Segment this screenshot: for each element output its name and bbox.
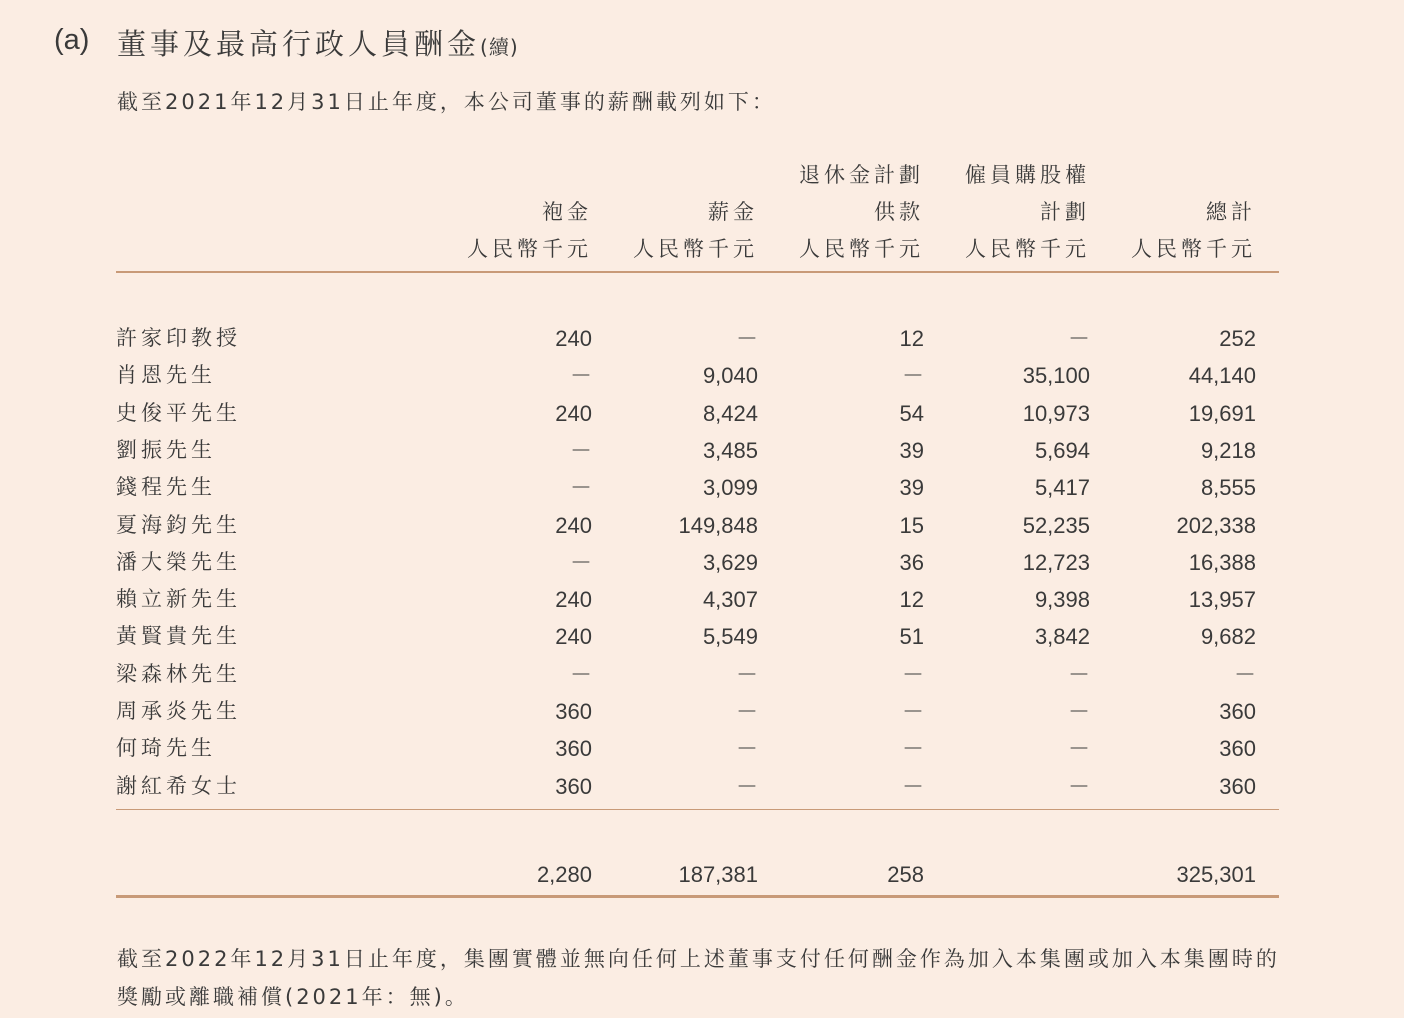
total-fees: 2,280 xyxy=(536,862,592,887)
cell-pension: 12 xyxy=(899,326,924,351)
table-row xyxy=(116,395,1279,432)
header-fees-line1 xyxy=(467,157,592,194)
director-name: 潘大榮先生 xyxy=(116,549,241,574)
cell-fees: 240 xyxy=(555,624,592,650)
section-title-suffix: (續) xyxy=(480,35,519,59)
header-fees xyxy=(467,157,592,268)
table-row xyxy=(116,581,1279,618)
header-pension-line3: 人民幣千元 xyxy=(799,237,924,261)
header-fees-line2: 袍金 xyxy=(542,200,592,224)
cell-options: － xyxy=(1067,699,1090,724)
cell-options: 12,723 xyxy=(1022,549,1090,575)
director-name: 黃賢貴先生 xyxy=(116,624,241,649)
cell-total: 252 xyxy=(1219,326,1256,351)
table-row xyxy=(116,357,1279,394)
cell-total: 360 xyxy=(1219,773,1256,799)
cell-total: 8,555 xyxy=(1200,475,1256,501)
header-options-line1: 僱員購股權 xyxy=(965,163,1090,187)
cell-options: － xyxy=(1067,326,1090,351)
cell-total: 44,140 xyxy=(1188,363,1256,389)
cell-options: － xyxy=(1067,736,1090,762)
cell-total: 360 xyxy=(1219,736,1256,762)
header-options-line2: 計劃 xyxy=(1040,200,1090,224)
table-row xyxy=(116,469,1279,506)
header-total-line3: 人民幣千元 xyxy=(1131,237,1256,261)
header-pension-line1: 退休金計劃 xyxy=(799,163,924,187)
director-name: 史俊平先生 xyxy=(116,400,241,425)
table-row xyxy=(116,320,1279,357)
cell-salary: 3,485 xyxy=(702,437,758,463)
table-row xyxy=(116,544,1279,581)
cell-fees: 240 xyxy=(555,400,592,426)
director-name: 劉振先生 xyxy=(116,437,216,462)
cell-pension: － xyxy=(901,363,924,389)
section-title-text: 董事及最高行政人員酬金 xyxy=(117,27,481,61)
header-total-line1 xyxy=(1131,157,1256,194)
totals-row xyxy=(116,856,1279,893)
cell-fees: 360 xyxy=(555,773,592,799)
cell-fees: 360 xyxy=(555,736,592,762)
cell-total: 9,218 xyxy=(1200,437,1256,463)
cell-fees: 360 xyxy=(555,699,592,724)
cell-pension: － xyxy=(901,736,924,762)
cell-salary: 9,040 xyxy=(702,363,758,389)
total-total: 325,301 xyxy=(1176,862,1256,887)
cell-pension: 51 xyxy=(899,624,924,650)
cell-pension: － xyxy=(901,699,924,724)
cell-pension: 54 xyxy=(899,400,924,426)
cell-fees: 240 xyxy=(555,512,592,538)
table-row xyxy=(116,693,1279,730)
cell-fees: － xyxy=(569,549,592,575)
section-title xyxy=(117,22,519,63)
cell-fees: 240 xyxy=(555,587,592,613)
cell-total: 13,957 xyxy=(1188,587,1256,613)
total-rule xyxy=(116,895,1279,898)
cell-options: － xyxy=(1067,661,1090,687)
director-name: 錢程先生 xyxy=(116,475,216,500)
cell-fees: － xyxy=(569,661,592,687)
cell-options: 35,100 xyxy=(1022,363,1090,389)
cell-fees: － xyxy=(569,363,592,389)
header-options-line3: 人民幣千元 xyxy=(965,237,1090,261)
director-name: 肖恩先生 xyxy=(116,363,216,388)
director-name: 周承炎先生 xyxy=(116,699,241,723)
director-name: 夏海鈞先生 xyxy=(116,512,241,537)
header-pension-line2: 供款 xyxy=(874,200,924,224)
cell-total: 360 xyxy=(1219,699,1256,724)
cell-total: 9,682 xyxy=(1200,624,1256,650)
cell-options: 5,694 xyxy=(1034,437,1090,463)
cell-pension: 36 xyxy=(899,549,924,575)
table-row xyxy=(116,730,1279,767)
director-name: 何琦先生 xyxy=(116,736,216,761)
director-name: 梁森林先生 xyxy=(116,661,241,686)
cell-salary: 4,307 xyxy=(702,587,758,613)
cell-total: 16,388 xyxy=(1188,549,1256,575)
cell-pension: 39 xyxy=(899,437,924,463)
total-salary: 187,381 xyxy=(678,862,758,887)
footnote: 截至2022年12月31日止年度，集團實體並無向任何上述董事支付任何酬金作為加入本集團或加入本集團時的獎勵或離職補償(2021年：無)。 xyxy=(117,947,1280,1009)
cell-total: 19,691 xyxy=(1188,400,1256,426)
intro-text: 截至2021年12月31日止年度，本公司董事的薪酬載列如下： xyxy=(117,90,776,114)
cell-options: 5,417 xyxy=(1034,475,1090,501)
table-row xyxy=(116,618,1279,655)
cell-total: 202,338 xyxy=(1176,512,1256,538)
cell-salary: 3,099 xyxy=(702,475,758,501)
cell-pension: 12 xyxy=(899,587,924,613)
cell-fees: － xyxy=(569,475,592,501)
table-row xyxy=(116,656,1279,693)
cell-salary: 5,549 xyxy=(702,624,758,650)
cell-salary: － xyxy=(735,773,758,799)
header-salary xyxy=(633,157,758,268)
director-name: 許家印教授 xyxy=(116,326,241,350)
cell-options: 9,398 xyxy=(1034,587,1090,613)
director-name: 謝紅希女士 xyxy=(116,773,241,798)
subtotal-rule xyxy=(116,809,1279,810)
cell-pension: － xyxy=(901,773,924,799)
cell-fees: 240 xyxy=(555,326,592,351)
cell-salary: － xyxy=(735,699,758,724)
table-row xyxy=(116,768,1279,805)
header-rule xyxy=(116,271,1279,273)
header-total-line2: 總計 xyxy=(1206,200,1256,224)
cell-salary: － xyxy=(735,736,758,762)
header-salary-line3: 人民幣千元 xyxy=(633,237,758,261)
cell-salary: － xyxy=(735,326,758,351)
cell-total: － xyxy=(1233,661,1256,687)
table-row xyxy=(116,507,1279,544)
director-name: 賴立新先生 xyxy=(116,587,241,612)
cell-options: 52,235 xyxy=(1022,512,1090,538)
section-label: (a) xyxy=(54,24,90,56)
table-row xyxy=(116,432,1279,469)
cell-salary: 8,424 xyxy=(702,400,758,426)
cell-fees: － xyxy=(569,437,592,463)
header-pension xyxy=(799,157,924,268)
header-share-options xyxy=(965,157,1090,268)
header-salary-line1 xyxy=(633,157,758,194)
header-total xyxy=(1131,157,1256,268)
header-fees-line3: 人民幣千元 xyxy=(467,237,592,261)
cell-options: － xyxy=(1067,773,1090,799)
cell-pension: － xyxy=(901,661,924,687)
cell-options: 3,842 xyxy=(1034,624,1090,650)
cell-pension: 15 xyxy=(899,512,924,538)
total-pension: 258 xyxy=(887,862,924,887)
cell-salary: 149,848 xyxy=(678,512,758,538)
cell-pension: 39 xyxy=(899,475,924,501)
cell-options: 10,973 xyxy=(1022,400,1090,426)
cell-salary: 3,629 xyxy=(702,549,758,575)
cell-salary: － xyxy=(735,661,758,687)
header-salary-line2: 薪金 xyxy=(708,200,758,224)
